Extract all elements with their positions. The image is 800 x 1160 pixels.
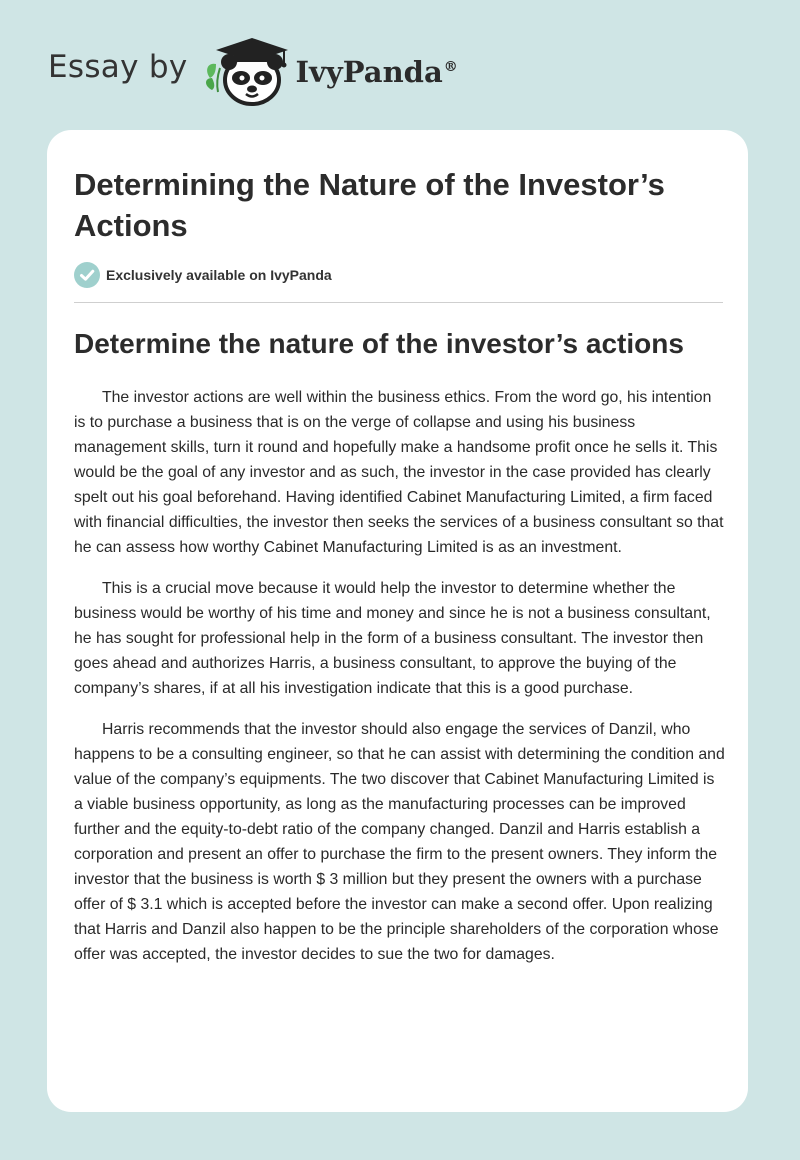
essay-body (74, 385, 725, 983)
badge-label: Exclusively available on IvyPanda (106, 267, 332, 283)
brand-prefix: Essay by (48, 49, 188, 85)
paragraph: This is a crucial move because it would help the investor to determine whether the business would be worthy of his time and money and since he is not a business consultant, he has sought for professional help in the form of a business consultant. The investor then goes ahead and authorizes Harris, a business consultant, to approve the buying of the company’s shares, if at all his investigation indicate that this is a good purchase. (74, 580, 711, 697)
divider (74, 302, 723, 303)
paragraph: Harris recommends that the investor should also engage the services of Danzil, who happens to be a consulting engineer, so that he can assist with determining the condition and value of the company’s equipments. The two discover that Cabinet Manufacturing Limited is a viable business opportunity, as long as the manufacturing processes can be improved further and the equity-to-debt ratio of the company changed. Danzil and Harris establish a corporation and present an offer to purchase the firm to the present owners. They inform the investor that the business is worth $ 3 million but they present the owners with a purchase offer of $ 3.1 which is accepted before the investor can make a second offer. Upon realizing that Harris and Danzil also happen to be the principle shareholders of the corporation whose offer was accepted, the investor decides to sue the two for damages. (74, 721, 725, 963)
section-heading: Determine the nature of the investor’s actions (74, 328, 684, 359)
check-circle-icon (74, 262, 100, 288)
paragraph: The investor actions are well within the business ethics. From the word go, his intention is to purchase a business that is on the verge of collapse and using his business management skills, turn it round and hopefully make a handsome profit once he sells it. This would be the goal of any investor and as such, the investor in the case provided has clearly spelt out his goal beforehand. Having identified Cabinet Manufacturing Limited, a firm faced with financial difficulties, the investor then seeks the services of a business consultant so that he can assess how worthy Cabinet Manufacturing Limited is as an investment. (74, 389, 724, 556)
essay-card (47, 130, 748, 1112)
exclusive-badge (74, 262, 332, 288)
brand-name: IvyPanda® (295, 55, 458, 89)
page-title: Determining the Nature of the Investor’s Actions (74, 167, 665, 243)
panda-graduate-icon (202, 34, 294, 106)
site-logo[interactable] (48, 34, 458, 106)
